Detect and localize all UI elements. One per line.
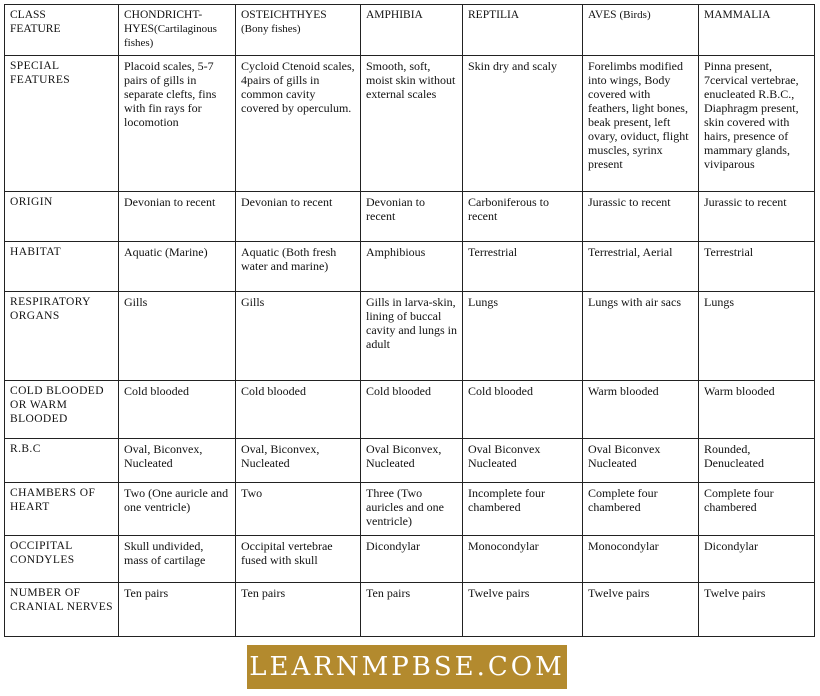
feature-cell: COLD BLOODED OR WARM BLOODED [5, 381, 119, 439]
header-cell-amphibia [361, 5, 463, 56]
table-cell: Ten pairs [361, 583, 463, 637]
table-cell: Devonian to recent [119, 192, 236, 242]
table-cell: Cold blooded [236, 381, 361, 439]
header-title: OSTEICHTHYES [241, 9, 327, 21]
table-cell: Two (One auricle and one ventricle) [119, 483, 236, 536]
table-cell: Cold blooded [119, 381, 236, 439]
feature-cell: R.B.C [5, 439, 119, 483]
table-cell: Ten pairs [119, 583, 236, 637]
table-cell: Lungs [463, 292, 583, 381]
table-cell: Cold blooded [463, 381, 583, 439]
table-cell: Twelve pairs [463, 583, 583, 637]
table-cell: Gills [119, 292, 236, 381]
table-cell: Terrestrial, Aerial [583, 242, 699, 292]
header-title: CLASS [10, 9, 46, 21]
feature-cell: NUMBER OF CRANIAL NERVES [5, 583, 119, 637]
table-cell: Dicondylar [699, 536, 815, 583]
table-row [5, 56, 815, 192]
header-subtitle: (Birds) [619, 9, 651, 21]
table-row [5, 381, 815, 439]
table-cell: Skin dry and scaly [463, 56, 583, 192]
table-row [5, 439, 815, 483]
feature-cell: HABITAT [5, 242, 119, 292]
table-cell: Incomplete four chambered [463, 483, 583, 536]
header-title: CHONDRICHT-HYES [124, 9, 203, 35]
header-cell-mammalia [699, 5, 815, 56]
table-cell: Lungs [699, 292, 815, 381]
header-cell-reptilia [463, 5, 583, 56]
table-cell: Placoid scales, 5-7 pairs of gills in separate clefts, fins with fin rays for locomotion [119, 56, 236, 192]
table-cell: Three (Two auricles and one ventricle) [361, 483, 463, 536]
table-cell: Devonian to recent [361, 192, 463, 242]
table-cell: Amphibious [361, 242, 463, 292]
header-row [5, 5, 815, 56]
table-cell: Twelve pairs [583, 583, 699, 637]
table-cell: Rounded, Denucleated [699, 439, 815, 483]
table-cell: Oval Biconvex Nucleated [583, 439, 699, 483]
vertebrate-classes-table [4, 4, 815, 637]
table-cell: Ten pairs [236, 583, 361, 637]
table-cell: Monocondylar [463, 536, 583, 583]
header-cell-chondrichthyes [119, 5, 236, 56]
feature-cell: RESPIRATORY ORGANS [5, 292, 119, 381]
table-cell: Gills in larva-skin, lining of buccal cavity and lungs in adult [361, 292, 463, 381]
table-cell: Skull undivided, mass of cartilage [119, 536, 236, 583]
table-cell: Complete four chambered [699, 483, 815, 536]
table-cell: Aquatic (Both fresh water and marine) [236, 242, 361, 292]
header-subtitle: (Cartilaginous fishes) [124, 23, 217, 49]
table-cell: Complete four chambered [583, 483, 699, 536]
table-cell: Gills [236, 292, 361, 381]
table-cell: Carboniferous to recent [463, 192, 583, 242]
table-cell: Occipital vertebrae fused with skull [236, 536, 361, 583]
table-row [5, 536, 815, 583]
header-title: AVES [588, 9, 617, 21]
feature-cell: OCCIPITAL CONDYLES [5, 536, 119, 583]
table-row [5, 292, 815, 381]
header-title: REPTILIA [468, 9, 520, 21]
table-cell: Warm blooded [699, 381, 815, 439]
table-cell: Dicondylar [361, 536, 463, 583]
header-title: AMPHIBIA [366, 9, 423, 21]
table-cell: Warm blooded [583, 381, 699, 439]
table-cell: Oval Biconvex Nucleated [463, 439, 583, 483]
header-cell-aves [583, 5, 699, 56]
site-watermark: LEARNMPBSE.COM [247, 645, 567, 689]
table-cell: Lungs with air sacs [583, 292, 699, 381]
table-cell: Cold blooded [361, 381, 463, 439]
table-cell: Oval, Biconvex, Nucleated [119, 439, 236, 483]
table-cell: Smooth, soft, moist skin without external scales [361, 56, 463, 192]
table-row [5, 483, 815, 536]
table-cell: Oval Biconvex, Nucleated [361, 439, 463, 483]
table-cell: Aquatic (Marine) [119, 242, 236, 292]
table-row [5, 192, 815, 242]
table-cell: Monocondylar [583, 536, 699, 583]
feature-cell: ORIGIN [5, 192, 119, 242]
table-row [5, 242, 815, 292]
table-row [5, 583, 815, 637]
header-cell-feature [5, 5, 119, 56]
table-cell: Jurassic to recent [583, 192, 699, 242]
header-subtitle: FEATURE [10, 23, 61, 35]
table-cell: Devonian to recent [236, 192, 361, 242]
feature-cell: SPECIAL FEATURES [5, 56, 119, 192]
header-title: MAMMALIA [704, 9, 771, 21]
table-cell: Forelimbs modified into wings, Body covered with feathers, light bones, beak present, left ovary, oviduct, flight muscles, syrinx present [583, 56, 699, 192]
table-cell: Twelve pairs [699, 583, 815, 637]
table-cell: Pinna present, 7cervical vertebrae, enucleated R.B.C., Diaphragm present, skin covered with hairs, presence of mammary glands, viviparous [699, 56, 815, 192]
table-cell: Terrestrial [463, 242, 583, 292]
header-subtitle: (Bony fishes) [241, 23, 301, 35]
header-cell-osteichthyes [236, 5, 361, 56]
table-cell: Terrestrial [699, 242, 815, 292]
table-cell: Two [236, 483, 361, 536]
table-cell: Jurassic to recent [699, 192, 815, 242]
table-cell: Cycloid Ctenoid scales, 4pairs of gills in common cavity covered by operculum. [236, 56, 361, 192]
feature-cell: CHAMBERS OF HEART [5, 483, 119, 536]
table-cell: Oval, Biconvex, Nucleated [236, 439, 361, 483]
